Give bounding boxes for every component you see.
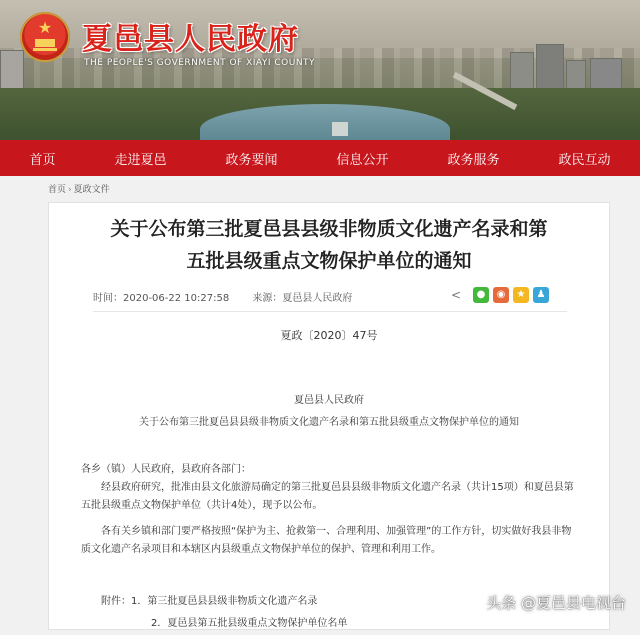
nav-item-services[interactable]: 政务服务 bbox=[447, 152, 500, 168]
site-title[interactable]: 夏邑县人民政府 bbox=[82, 22, 299, 57]
nav-item-home[interactable]: 首页 bbox=[29, 152, 56, 168]
paragraph: 各有关乡镇和部门要严格按照“保护为主、抢救第一、合理利用、加强管理”的工作方针，切实做好我县非物质文化遗产名录项目和本辖区内县级重点文物保护单位的保护、管理和利用工作。 bbox=[81, 526, 572, 555]
publish-time: 时间：2020-06-22 10:27:58 bbox=[93, 293, 230, 304]
breadcrumb-category-link[interactable]: 夏政文件 bbox=[73, 185, 110, 195]
breadcrumb-home-link[interactable]: 首页 bbox=[48, 185, 67, 195]
site-subtitle: THE PEOPLE'S GOVERNMENT OF XIAYI COUNTY bbox=[84, 58, 316, 68]
breadcrumb bbox=[48, 182, 110, 195]
article-title-line: 五批县级重点文物保护单位的通知 bbox=[186, 250, 472, 272]
article-body bbox=[81, 461, 581, 559]
article-title bbox=[49, 213, 609, 277]
attachments bbox=[101, 591, 347, 635]
issuer: 夏邑县人民政府 bbox=[294, 395, 364, 406]
main-nav bbox=[0, 140, 640, 176]
share-bar bbox=[449, 287, 549, 303]
article-source: 来源：夏邑县人民政府 bbox=[252, 293, 353, 304]
emblem-base bbox=[33, 48, 57, 51]
attachment-item[interactable]: 附件：1．第三批夏邑县县级非物质文化遗产名录 bbox=[101, 596, 318, 607]
nav-item-about[interactable]: 走进夏邑 bbox=[114, 152, 167, 168]
qzone-icon[interactable]: ★ bbox=[513, 287, 529, 303]
nav-item-news[interactable]: 政务要闻 bbox=[225, 152, 278, 168]
breadcrumb-separator: › bbox=[68, 185, 72, 195]
nav-item-disclosure[interactable]: 信息公开 bbox=[336, 152, 389, 168]
watermark: 头条 @夏邑县电视台 bbox=[486, 594, 626, 612]
weibo-icon[interactable]: ◉ bbox=[493, 287, 509, 303]
emblem-star-icon: ★ bbox=[37, 18, 53, 37]
article-meta bbox=[93, 289, 372, 304]
share-icon[interactable]: < bbox=[450, 288, 462, 302]
document-number: 夏政〔2020〕47号 bbox=[280, 329, 378, 342]
national-emblem-icon[interactable] bbox=[20, 12, 70, 62]
nav-item-interaction[interactable]: 政民互动 bbox=[558, 152, 611, 168]
salutation: 各乡（镇）人民政府，县政府各部门： bbox=[81, 464, 251, 475]
banner-bridge bbox=[332, 122, 348, 136]
emblem-gate bbox=[35, 39, 55, 47]
article-card bbox=[48, 202, 610, 630]
notice-subtitle: 关于公布第三批夏邑县县级非物质文化遗产名录和第五批县级重点文物保护单位的通知 bbox=[139, 417, 519, 428]
qq-icon[interactable]: ♟ bbox=[533, 287, 549, 303]
attachment-item[interactable]: 2．夏邑县第五批县级重点文物保护单位名单 bbox=[151, 618, 348, 629]
meta-divider bbox=[93, 311, 567, 312]
article-title-line: 关于公布第三批夏邑县县级非物质文化遗产名录和第 bbox=[110, 218, 548, 240]
paragraph: 经县政府研究，批准由县文化旅游局确定的第三批夏邑县县级非物质文化遗产名录（共计15项）和夏邑县第五批县级重点文物保护单位（共计4处），现予以公布。 bbox=[81, 482, 574, 511]
wechat-icon[interactable]: ● bbox=[473, 287, 489, 303]
header-banner bbox=[0, 0, 640, 140]
